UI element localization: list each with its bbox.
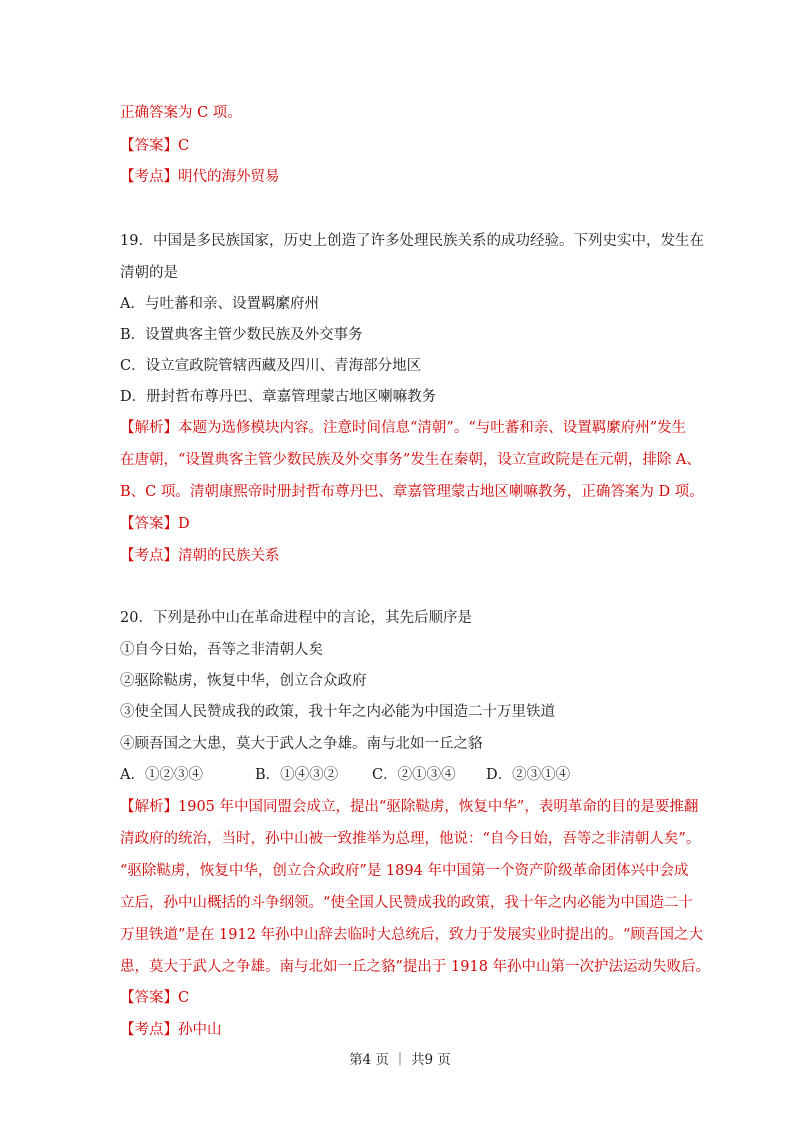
q19-stem-line1: 19．中国是多民族国家，历史上创造了许多处理民族关系的成功经验。下列史实中，发生在 bbox=[120, 233, 704, 249]
q20-stem: 20．下列是孙中山在革命进程中的言论，其先后顺序是 bbox=[120, 610, 472, 626]
q20-analysis-line5: 万里铁道”是在 1912 年孙中山辞去临时大总统后，致力于发展实业时提出的。“顾吾国之大 bbox=[120, 927, 703, 943]
q20-option-a: A．①②③④ bbox=[120, 767, 203, 783]
q20-option-b: B．①④③② bbox=[255, 767, 339, 783]
q19-option-c: C．设立宣政院管辖西藏及四川、青海部分地区 bbox=[120, 358, 422, 374]
q20-item-4: ④顾吾国之大患，莫大于武人之争雄。南与北如一丘之貉 bbox=[120, 736, 483, 752]
answer-note: 正确答案为 C 项。 bbox=[120, 105, 242, 121]
q19-answer: 【答案】D bbox=[120, 516, 190, 532]
q19-option-a: A．与吐蕃和亲、设置羁縻府州 bbox=[120, 296, 319, 312]
q20-analysis-line1: 【解析】1905 年中国同盟会成立，提出“驱除鞑虏，恢复中华”，表明革命的目的是要推翻 bbox=[120, 799, 699, 815]
q19-analysis-line3: B、C 项。清朝康熙帝时册封哲布尊丹巴、章嘉管理蒙古地区喇嘛教务，正确答案为 D 项。 bbox=[120, 484, 704, 500]
q19-option-b: B．设置典客主管少数民族及外交事务 bbox=[120, 327, 363, 343]
q20-item-2: ②驱除鞑虏，恢复中华，创立合众政府 bbox=[120, 673, 367, 689]
q20-item-1: ①自今日始，吾等之非清朝人矣 bbox=[120, 642, 323, 658]
q19-analysis-line2: 在唐朝，“设置典客主管少数民族及外交事务”发生在秦朝，设立宣政院是在元朝，排除 A、 bbox=[120, 452, 701, 468]
q19-option-d: D．册封哲布尊丹巴、章嘉管理蒙古地区喇嘛教务 bbox=[120, 389, 437, 405]
q20-option-d: D．②③①④ bbox=[486, 767, 571, 783]
answer-label: 【答案】C bbox=[120, 138, 190, 154]
q20-analysis-line3: “驱除鞑虏，恢复中华，创立合众政府”是 1894 年中国第一个资产阶级革命团体兴中会成 bbox=[120, 863, 689, 879]
q20-analysis-line4: 立后，孙中山概括的斗争纲领。“使全国人民赞成我的政策，我十年之内必能为中国造二十 bbox=[120, 895, 693, 911]
q19-stem-line2: 清朝的是 bbox=[120, 265, 178, 281]
q20-analysis-line2: 清政府的统治，当时，孙中山被一致推举为总理，他说：“自今日始，吾等之非清朝人矣”。 bbox=[120, 831, 701, 847]
q20-option-c: C．②①③④ bbox=[372, 767, 456, 783]
q20-topic: 【考点】孙中山 bbox=[120, 1022, 222, 1038]
q19-analysis-line1: 【解析】本题为选修模块内容。注意时间信息“清朝”。“与吐蕃和亲、设置羁縻府州”发生 bbox=[120, 420, 687, 436]
q20-options bbox=[120, 765, 570, 785]
q20-item-3: ③使全国人民赞成我的政策，我十年之内必能为中国造二十万里铁道 bbox=[120, 704, 555, 720]
q20-answer: 【答案】C bbox=[120, 990, 190, 1006]
q19-topic: 【考点】清朝的民族关系 bbox=[120, 548, 280, 564]
q20-analysis-line6: 患，莫大于武人之争雄。南与北如一丘之貉”提出于 1918 年孙中山第一次护法运动失败后。 bbox=[120, 959, 711, 975]
topic-label: 【考点】明代的海外贸易 bbox=[120, 169, 280, 185]
page-number-footer: 第4 页 ｜ 共9 页 bbox=[349, 1052, 451, 1068]
